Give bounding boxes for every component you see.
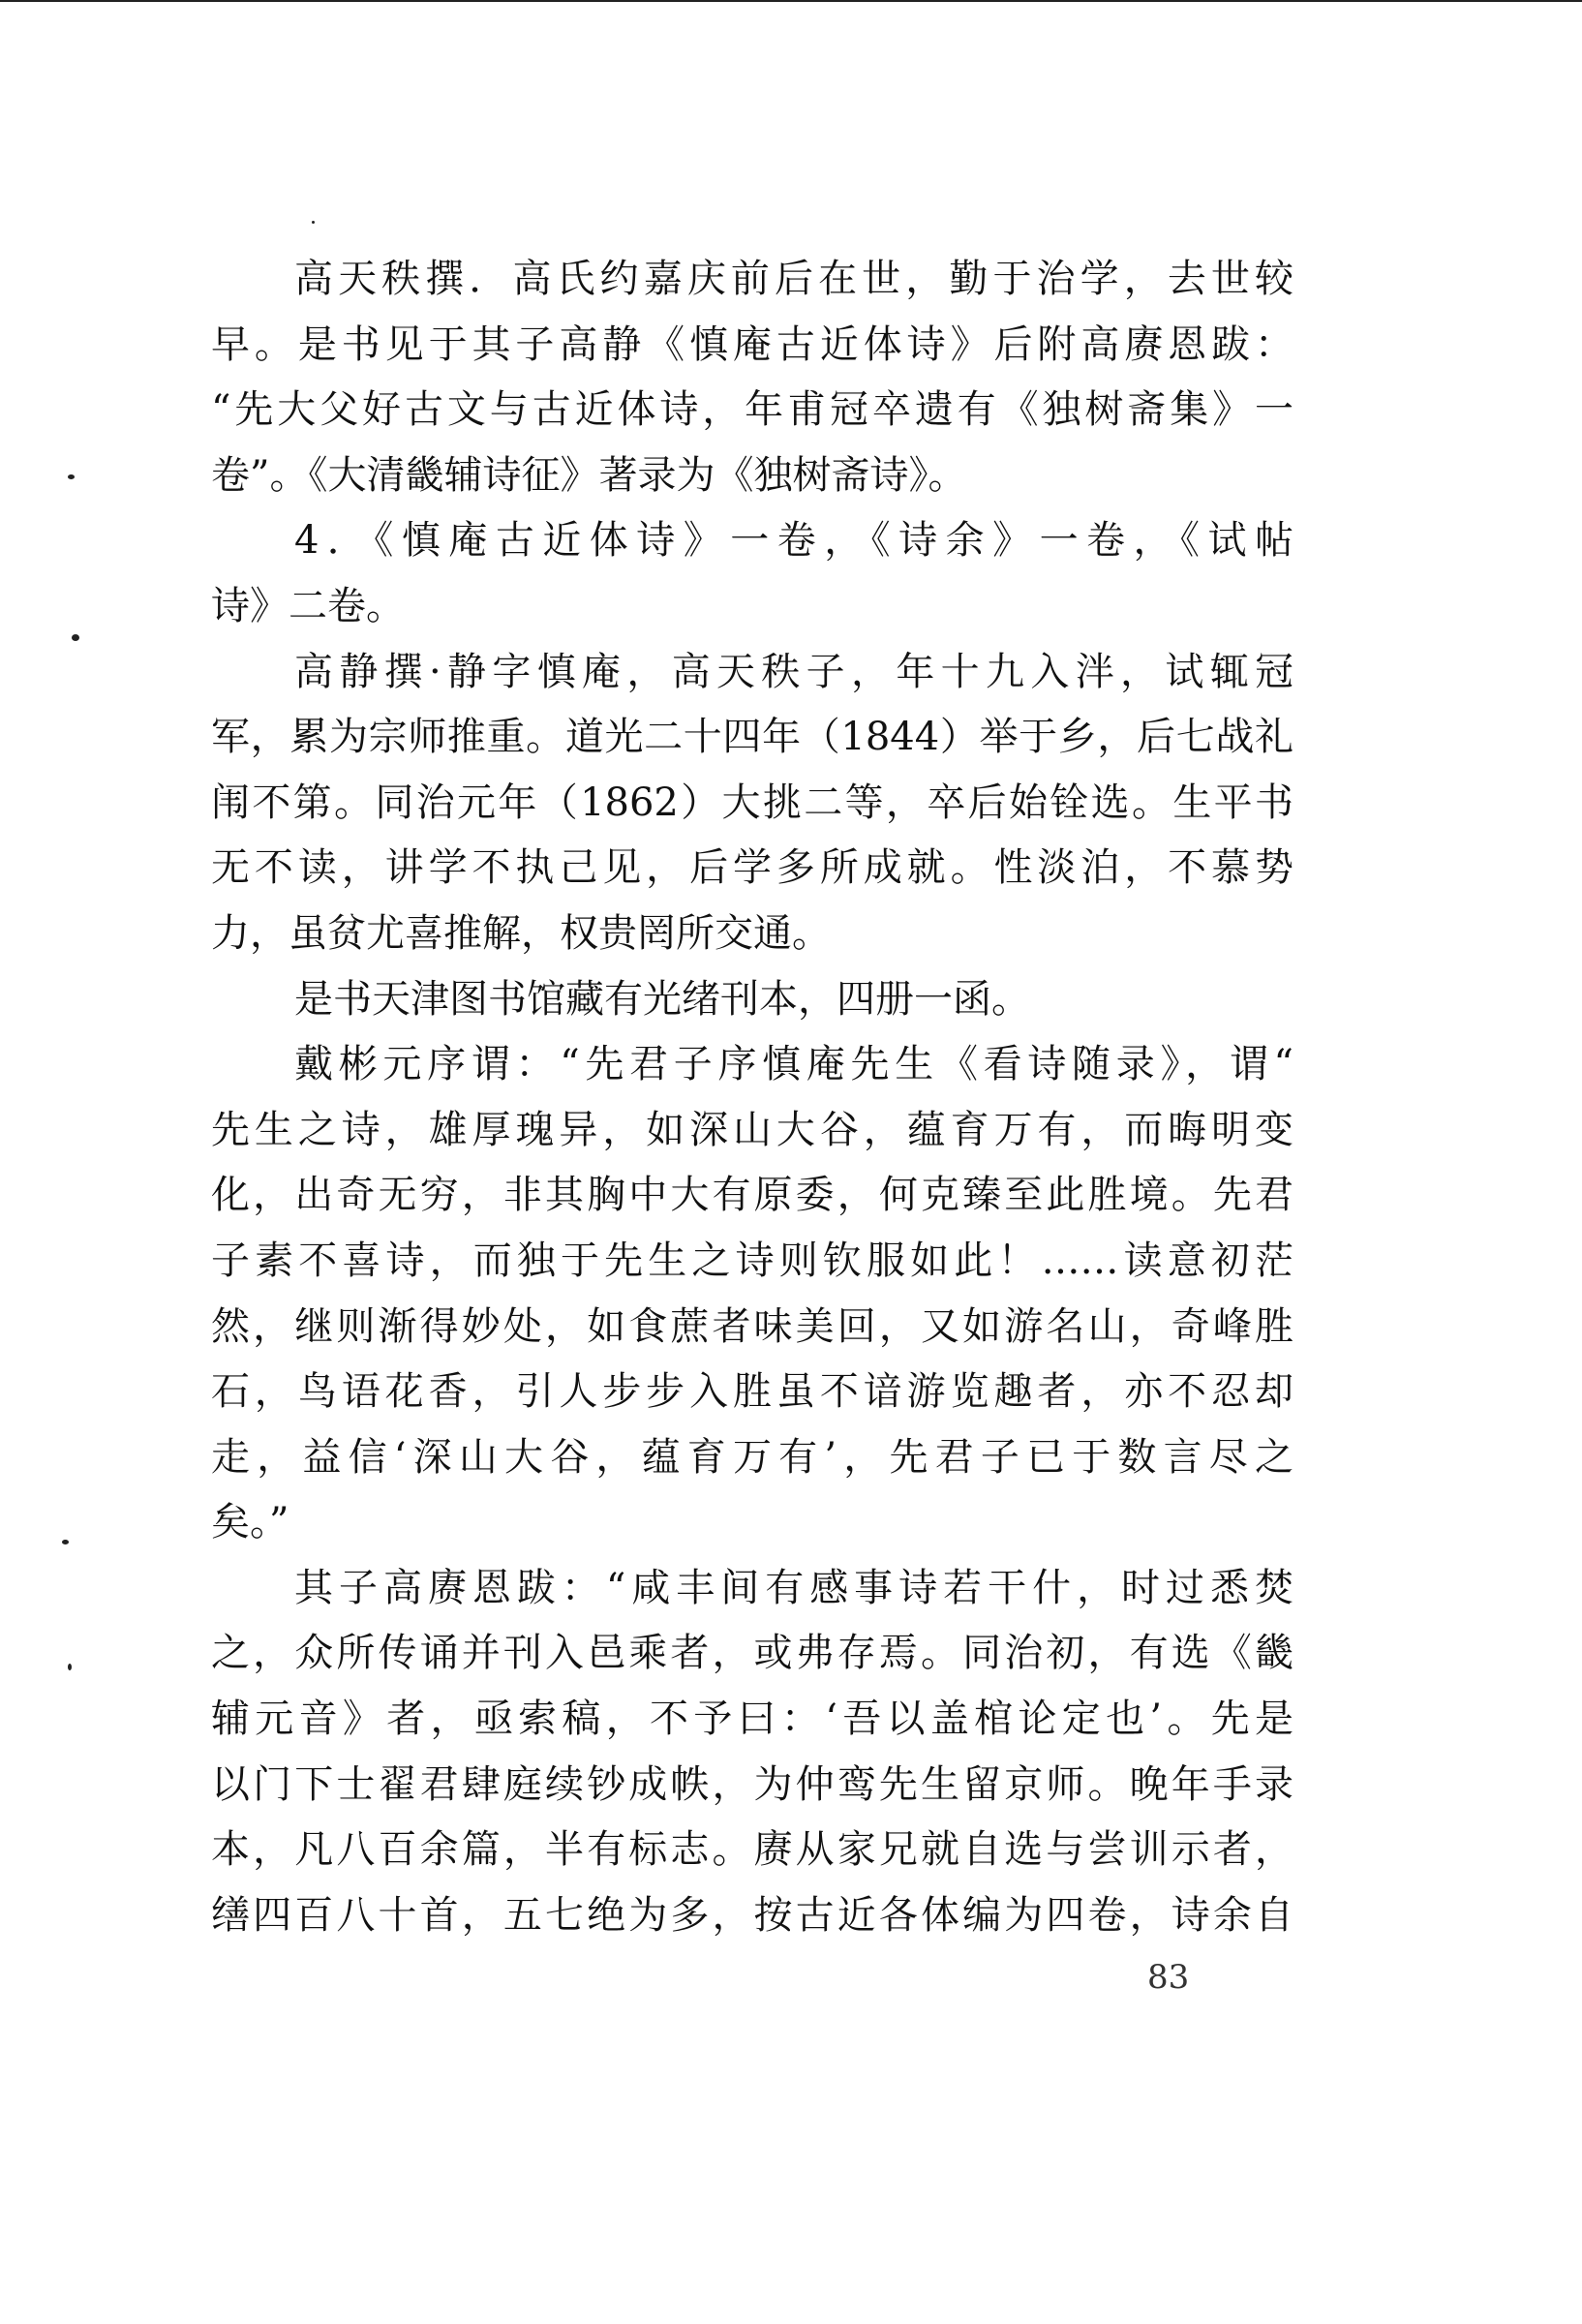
text-line: “先大父好古文与古近体诗，年甫冠卒遗有《独树斋集》一 (211, 387, 1293, 433)
scan-speck (312, 221, 315, 224)
body-text (211, 247, 1293, 1948)
text-line: 是书天津图书馆藏有光绪刊本，四册一函。 (294, 976, 1030, 1022)
text-line: 石，鸟语花香，引人步步入胜虽不谙游览趣者，亦不忍却 (211, 1369, 1293, 1415)
text-line: 缮四百八十首，五七绝为多，按古近各体编为四卷，诗余自 (211, 1892, 1293, 1938)
text-line: 力，虽贫尤喜推解，权贵罔所交通。 (211, 910, 831, 956)
text-line: 以门下士翟君肆庭续钞成帙，为仲鸾先生留京师。晚年手录 (211, 1761, 1293, 1807)
text-line: 戴彬元序谓：“先君子序慎庵先生《看诗随录》，谓“ (294, 1042, 1293, 1087)
text-line: 其子高赓恩跋：“咸丰间有感事诗若干什，时过悉焚 (294, 1565, 1293, 1610)
text-line: 4．《慎庵古近体诗》一卷，《诗余》一卷，《试帖 (294, 518, 1293, 564)
scan-speck (68, 474, 75, 479)
text-line: 辅元音》者，亟索稿，不予曰：‘吾以盖棺论定也’。先是 (211, 1697, 1293, 1742)
scan-speck (62, 1540, 69, 1544)
text-line: 诗》二卷。 (211, 583, 405, 628)
scan-speck (68, 1664, 72, 1670)
text-line: 子素不喜诗，而独于先生之诗则钦服如此！……读意初茫 (211, 1238, 1293, 1283)
text-line: 早。是书见于其子高静《慎庵古近体诗》后附高赓恩跋： (211, 321, 1293, 367)
text-line: 化，出奇无穷，非其胸中大有原委，何克臻至此胜境。先君 (211, 1173, 1293, 1218)
text-line: 卷”。《大清畿辅诗征》著录为《独树斋诗》。 (211, 452, 967, 498)
text-line: 高天秩撰．高氏约嘉庆前后在世，勤于治学，去世较 (294, 257, 1293, 301)
text-line: 走，益信‘深山大谷，蕴育万有’，先君子已于数言尽之 (211, 1434, 1293, 1480)
page-number: 83 (1147, 1958, 1190, 1997)
text-line: 先生之诗，雄厚瑰异，如深山大谷，蕴育万有，而晦明变 (211, 1107, 1293, 1152)
text-line: 之，众所传诵并刊入邑乘者，或弗存焉。同治初，有选《畿 (211, 1631, 1293, 1676)
text-line: 高静撰·静字慎庵，高天秩子，年十九入泮，试辄冠 (294, 649, 1293, 694)
scan-speck (72, 634, 79, 641)
text-line: 军，累为宗师推重。道光二十四年（1844）举于乡，后七战礼 (211, 715, 1293, 760)
text-line: 无不读，讲学不执己见，后学多所成就。性淡泊，不慕势 (211, 845, 1293, 891)
text-line: 然，继则渐得妙处，如食蔗者味美回，又如游名山，奇峰胜 (211, 1303, 1293, 1349)
text-line: 矣。” (211, 1500, 289, 1545)
text-line: 本，凡八百余篇，半有标志。赓从家兄就自选与尝训示者， (211, 1827, 1293, 1873)
text-line: 闱不第。同治元年（1862）大挑二等，卒后始铨选。生平书 (211, 780, 1293, 825)
top-border-rule (0, 0, 1582, 2)
